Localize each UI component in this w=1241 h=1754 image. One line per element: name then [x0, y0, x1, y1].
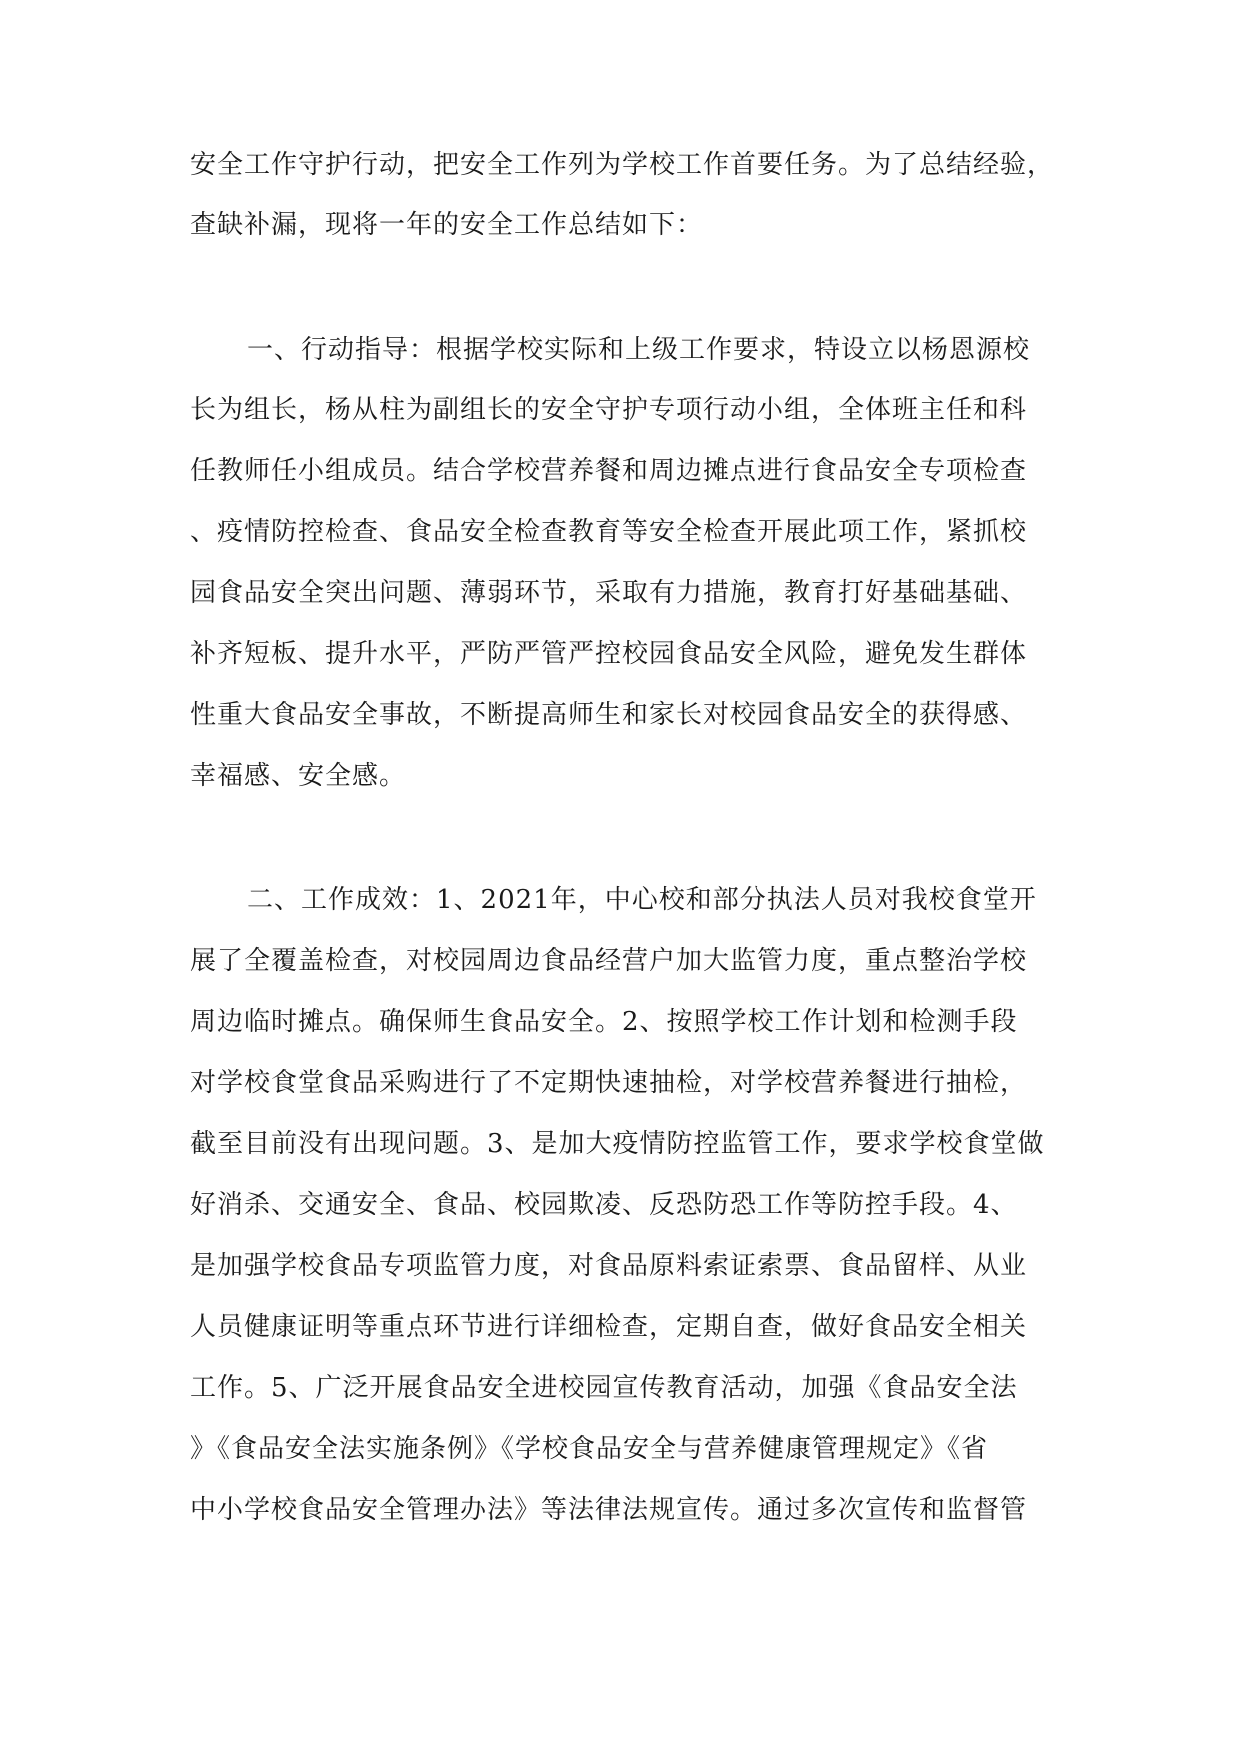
- paragraph-line: 性重大食品安全事故，不断提高师生和家长对校园食品安全的获得感、: [190, 700, 1028, 730]
- paragraph-line: 二、工作成效：1、2021年，中心校和部分执法人员对我校食堂开: [247, 885, 1037, 915]
- paragraph-line: 人员健康证明等重点环节进行详细检查，定期自查，做好食品安全相关: [190, 1312, 1028, 1342]
- paragraph-line: 园食品安全突出问题、薄弱环节，采取有力措施，教育打好基础基础、: [190, 578, 1028, 608]
- paragraph-line: 中小学校食品安全管理办法》等法律法规宣传。通过多次宣传和监督管: [190, 1495, 1028, 1525]
- paragraph-line: 对学校食堂食品采购进行了不定期快速抽检，对学校营养餐进行抽检，: [190, 1068, 1028, 1098]
- paragraph-line: 工作。5、广泛开展食品安全进校园宣传教育活动，加强《食品安全法: [190, 1373, 1018, 1403]
- paragraph-line: 周边临时摊点。确保师生食品安全。2、按照学校工作计划和检测手段: [190, 1007, 1018, 1037]
- paragraph-line: 一、行动指导：根据学校实际和上级工作要求，特设立以杨恩源校: [247, 335, 1031, 365]
- paragraph-line: 查缺补漏，现将一年的安全工作总结如下：: [190, 210, 704, 240]
- paragraph-line: 补齐短板、提升水平，严防严管严控校园食品安全风险，避免发生群体: [190, 639, 1028, 669]
- paragraph-line: 截至目前没有出现问题。3、是加大疫情防控监管工作，要求学校食堂做: [190, 1129, 1045, 1159]
- paragraph-line: 展了全覆盖检查，对校园周边食品经营户加大监管力度，重点整治学校: [190, 946, 1028, 976]
- paragraph-line: 长为组长，杨从柱为副组长的安全守护专项行动小组，全体班主任和科: [190, 395, 1028, 425]
- paragraph-line: 》《食品安全法实施条例》《学校食品安全与营养健康管理规定》《省: [190, 1434, 989, 1464]
- paragraph-line: 好消杀、交通安全、食品、校园欺凌、反恐防恐工作等防控手段。4、: [190, 1190, 1018, 1220]
- paragraph-line: 安全工作守护行动，把安全工作列为学校工作首要任务。为了总结经验，: [190, 150, 1055, 180]
- paragraph-line: 是加强学校食品专项监管力度，对食品原料索证索票、食品留样、从业: [190, 1251, 1028, 1281]
- paragraph-line: 幸福感、安全感。: [190, 761, 407, 791]
- paragraph-line: 、疫情防控检查、食品安全检查教育等安全检查开展此项工作，紧抓校: [190, 517, 1028, 547]
- paragraph-line: 任教师任小组成员。结合学校营养餐和周边摊点进行食品安全专项检查: [190, 456, 1028, 486]
